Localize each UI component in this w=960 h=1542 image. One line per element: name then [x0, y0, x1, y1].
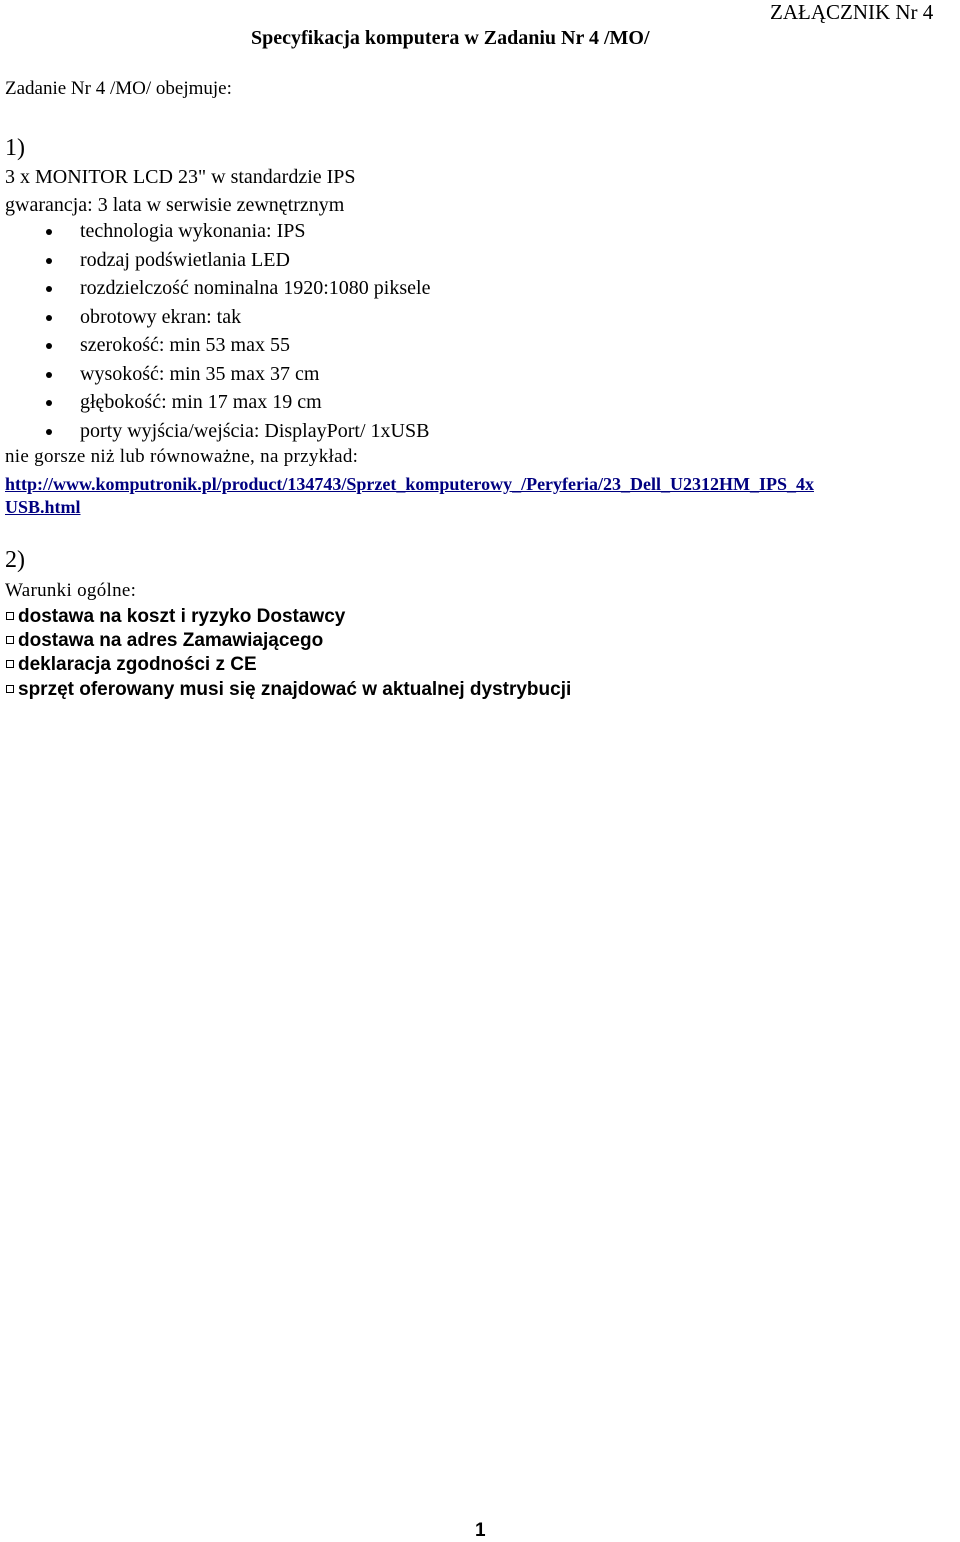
bullet-icon: [46, 286, 52, 292]
product-link-continued[interactable]: USB.html: [5, 497, 81, 517]
checkbox-square-icon: [6, 685, 14, 693]
section-1-number: 1): [5, 135, 25, 161]
bullet-icon: [46, 372, 52, 378]
equivalent-note: nie gorsze niż lub równoważne, na przykład:: [5, 446, 359, 467]
list-item-text: dostawa na koszt i ryzyko Dostawcy: [18, 606, 346, 627]
product-link[interactable]: http://www.komputronik.pl/product/134743/Sprzet_komputerowy_/Peryferia/23_Dell_U2312HM_IPS_4x: [5, 474, 815, 494]
general-conditions-label: Warunki ogólne:: [5, 580, 137, 601]
intro-text: Zadanie Nr 4 /MO/ obejmuje:: [5, 78, 232, 99]
document-title: Specyfikacja komputera w Zadaniu Nr 4 /MO/: [251, 27, 650, 49]
list-item-text: głębokość: min 17 max 19 cm: [80, 391, 322, 413]
checkbox-square-icon: [6, 660, 14, 668]
bullet-icon: [46, 229, 52, 235]
monitor-description: 3 x MONITOR LCD 23" w standardzie IPS: [5, 166, 356, 188]
checkbox-square-icon: [6, 612, 14, 620]
bullet-icon: [46, 429, 52, 435]
checkbox-square-icon: [6, 636, 14, 644]
list-item-text: rozdzielczość nominalna 1920:1080 piksele: [80, 277, 431, 299]
section-2-number: 2): [5, 547, 25, 573]
list-item-text: deklaracja zgodności z CE: [18, 654, 257, 675]
bullet-icon: [46, 400, 52, 406]
bullet-icon: [46, 258, 52, 264]
list-item-text: porty wyjścia/wejścia: DisplayPort/ 1xUSB: [80, 420, 430, 442]
list-item-text: technologia wykonania: IPS: [80, 220, 306, 242]
page-number: 1: [475, 1520, 486, 1541]
annex-label: ZAŁĄCZNIK Nr 4: [770, 0, 934, 24]
list-item-text: wysokość: min 35 max 37 cm: [80, 363, 320, 385]
warranty-text: gwarancja: 3 lata w serwisie zewnętrznym: [5, 194, 345, 216]
list-item-text: sprzęt oferowany musi się znajdować w aktualnej dystrybucji: [18, 679, 572, 700]
list-item-text: obrotowy ekran: tak: [80, 306, 242, 328]
list-item-text: dostawa na adres Zamawiającego: [18, 630, 324, 651]
bullet-icon: [46, 343, 52, 349]
bullet-icon: [46, 315, 52, 321]
list-item-text: szerokość: min 53 max 55: [80, 334, 290, 356]
list-item-text: rodzaj podświetlania LED: [80, 249, 290, 271]
